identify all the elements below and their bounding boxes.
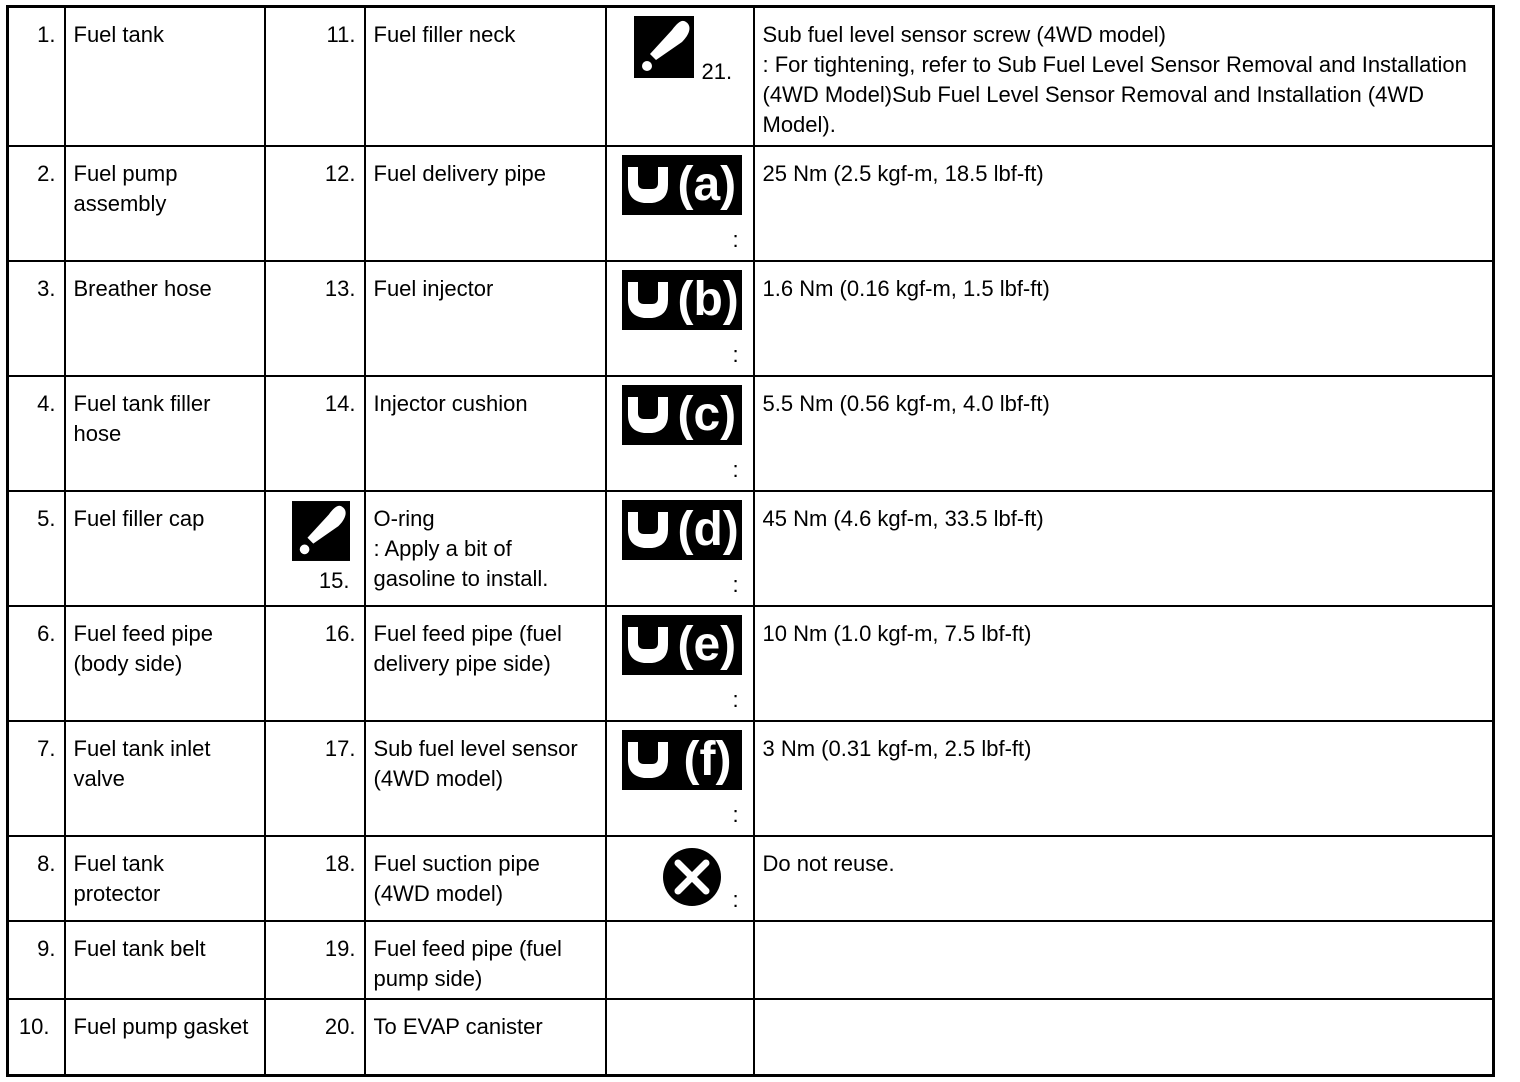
torque-letter: (b) <box>677 272 739 326</box>
colon: : <box>732 226 739 252</box>
item-number: 19. <box>265 921 365 999</box>
dab-icon <box>634 16 694 78</box>
item-number: 13. <box>265 261 365 376</box>
item-label: Fuel filler cap <box>65 491 265 606</box>
item-label: Fuel feed pipe (fuel pump side) <box>365 921 606 999</box>
item-label: Fuel tank belt <box>65 921 265 999</box>
item-number: 18. <box>265 836 365 921</box>
parts-legend-table <box>6 5 1495 1077</box>
spec-description: Sub fuel level sensor screw (4WD model) : For tightening, refer to Sub Fuel Level Sensor Removal and Installation (4WD Model)Sub Fuel Level Sensor Removal and Installation (4WD Model). <box>754 7 1494 146</box>
torque-wrench-icon <box>622 155 742 215</box>
colon: : <box>732 801 739 827</box>
symbol-cell <box>606 146 754 261</box>
item-label: Fuel suction pipe (4WD model) <box>365 836 606 921</box>
spec-description: 1.6 Nm (0.16 kgf-m, 1.5 lbf-ft) <box>754 261 1494 376</box>
symbol-cell <box>606 999 754 1076</box>
torque-wrench-icon <box>622 270 742 330</box>
item-label: Fuel tank filler hose <box>65 376 265 491</box>
spec-description <box>754 999 1494 1076</box>
table-row <box>8 7 1494 146</box>
item-label: Fuel tank <box>65 7 265 146</box>
spec-description: 45 Nm (4.6 kgf-m, 33.5 lbf-ft) <box>754 491 1494 606</box>
colon: : <box>732 571 739 597</box>
item-number: 3. <box>8 261 65 376</box>
item-number: 9. <box>8 921 65 999</box>
spec-description: 3 Nm (0.31 kgf-m, 2.5 lbf-ft) <box>754 721 1494 836</box>
table-row <box>8 146 1494 261</box>
spec-description: 10 Nm (1.0 kgf-m, 7.5 lbf-ft) <box>754 606 1494 721</box>
torque-wrench-icon <box>622 615 742 675</box>
table-row <box>8 376 1494 491</box>
table-row <box>8 491 1494 606</box>
symbol-cell <box>606 721 754 836</box>
item-number: 5. <box>8 491 65 606</box>
torque-letter: (c) <box>677 387 737 441</box>
torque-letter: (e) <box>677 617 737 671</box>
item-label: Sub fuel level sensor (4WD model) <box>365 721 606 836</box>
torque-letter: (a) <box>677 157 737 211</box>
torque-wrench-icon <box>622 730 742 790</box>
item-label: Fuel tank protector <box>65 836 265 921</box>
item-label: To EVAP canister <box>365 999 606 1076</box>
torque-letter: (d) <box>677 502 739 556</box>
item-label: O-ring : Apply a bit of gasoline to install. <box>365 491 606 606</box>
item-number: 17. <box>265 721 365 836</box>
item-number: 1. <box>8 7 65 146</box>
item-label: Fuel pump gasket <box>65 999 265 1076</box>
symbol-cell <box>606 491 754 606</box>
colon: : <box>732 341 739 367</box>
table-row <box>8 261 1494 376</box>
symbol-cell <box>606 261 754 376</box>
item-number: 15. <box>318 567 350 593</box>
spec-description <box>754 921 1494 999</box>
symbol-cell <box>606 7 754 146</box>
item-number: 14. <box>265 376 365 491</box>
item-number: 6. <box>8 606 65 721</box>
spec-description: 5.5 Nm (0.56 kgf-m, 4.0 lbf-ft) <box>754 376 1494 491</box>
colon: : <box>732 886 739 912</box>
table-row <box>8 836 1494 921</box>
item-number: 8. <box>8 836 65 921</box>
item-number: 7. <box>8 721 65 836</box>
spec-description: 25 Nm (2.5 kgf-m, 18.5 lbf-ft) <box>754 146 1494 261</box>
item-number: 4. <box>8 376 65 491</box>
item-number: 10. <box>8 999 65 1076</box>
item-number: 20. <box>265 999 365 1076</box>
table-row <box>8 721 1494 836</box>
icon-number: 21. <box>701 59 733 84</box>
item-label: Fuel pump assembly <box>65 146 265 261</box>
item-label: Breather hose <box>65 261 265 376</box>
spec-description: Do not reuse. <box>754 836 1494 921</box>
colon: : <box>732 686 739 712</box>
torque-wrench-icon <box>622 385 742 445</box>
table-row <box>8 606 1494 721</box>
item-label: Fuel delivery pipe <box>365 146 606 261</box>
dab-icon <box>292 500 350 562</box>
table-row <box>8 999 1494 1076</box>
do-not-reuse-icon <box>662 847 722 907</box>
item-number: 16. <box>265 606 365 721</box>
colon: : <box>732 456 739 482</box>
symbol-cell <box>606 606 754 721</box>
item-label: Fuel feed pipe (body side) <box>65 606 265 721</box>
symbol-cell <box>606 921 754 999</box>
item-label: Fuel feed pipe (fuel delivery pipe side) <box>365 606 606 721</box>
torque-wrench-icon <box>622 500 742 560</box>
item-number: 11. <box>265 7 365 146</box>
item-label: Injector cushion <box>365 376 606 491</box>
torque-letter: (f) <box>683 732 732 786</box>
item-label: Fuel injector <box>365 261 606 376</box>
item-label: Fuel tank inlet valve <box>65 721 265 836</box>
item-number-cell <box>265 491 365 606</box>
symbol-cell <box>606 836 754 921</box>
table-row <box>8 921 1494 999</box>
item-number: 2. <box>8 146 65 261</box>
item-label: Fuel filler neck <box>365 7 606 146</box>
item-number: 12. <box>265 146 365 261</box>
symbol-cell <box>606 376 754 491</box>
